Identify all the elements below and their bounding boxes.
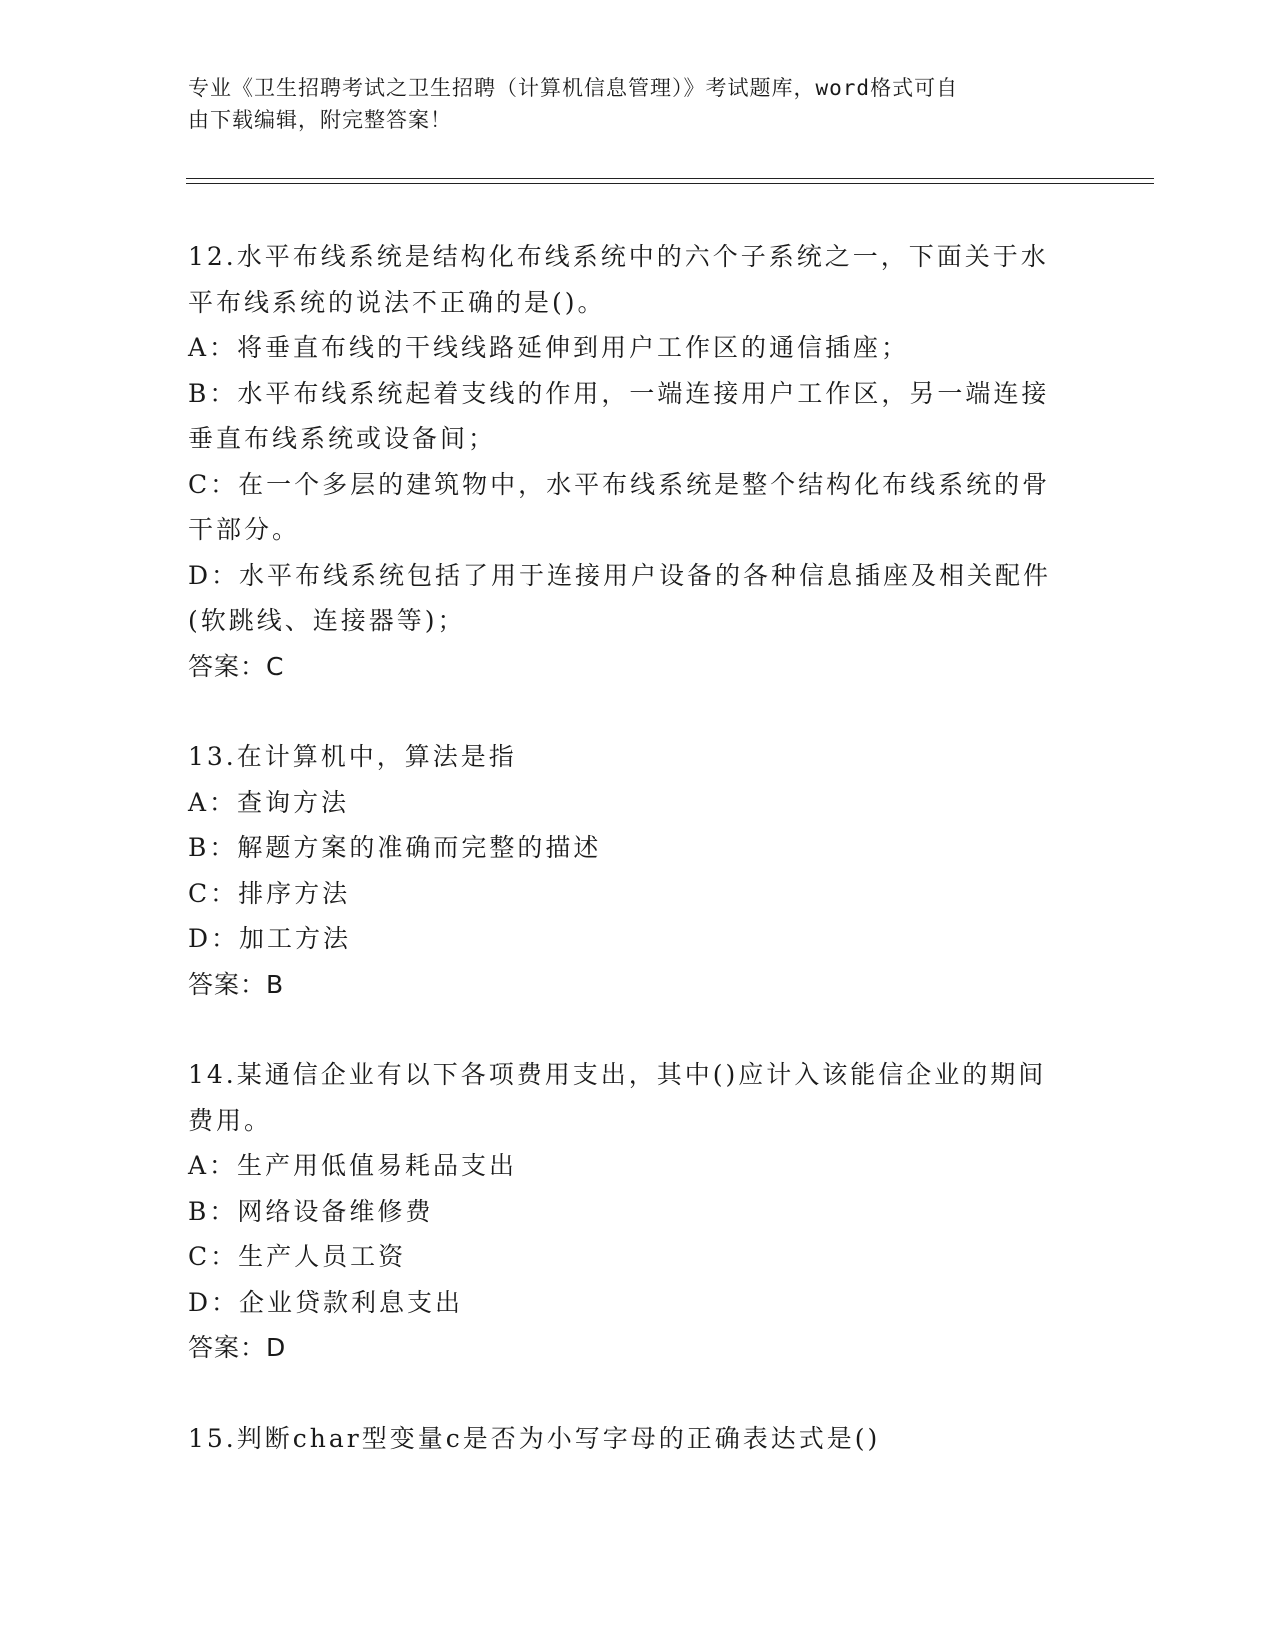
option-line: A：生产用低值易耗品支出: [188, 1151, 518, 1180]
question-block: [188, 234, 1088, 689]
question-stem-line: 费用。: [188, 1105, 273, 1135]
option-line: B：网络设备维修费: [188, 1196, 434, 1226]
option-line: D：企业贷款利息支出: [188, 1287, 464, 1317]
option-line: 垂直布线系统或设备间；: [188, 424, 497, 453]
question-stem-line: 12.水平布线系统是结构化布线系统中的六个子系统之一，下面关于水: [188, 242, 1049, 271]
question-stem-line: 14.某通信企业有以下各项费用支出，其中()应计入该能信企业的期间: [188, 1060, 1047, 1089]
question-block: [188, 1416, 1088, 1462]
answer-line: 答案：B: [188, 969, 285, 999]
document-header: [188, 72, 1068, 136]
option-line: 干部分。: [188, 515, 301, 544]
option-line: C：在一个多层的建筑物中，水平布线系统是整个结构化布线系统的骨: [188, 469, 1051, 499]
option-line: C：排序方法: [188, 878, 351, 908]
question-stem-line: 平布线系统的说法不正确的是()。: [188, 287, 606, 317]
option-line: D：加工方法: [188, 924, 352, 953]
question-stem-line: 15.判断char型变量c是否为小写字母的正确表达式是(): [188, 1423, 881, 1453]
question-block: [188, 1052, 1088, 1371]
option-line: B：水平布线系统起着支线的作用，一端连接用户工作区，另一端连接: [188, 378, 1050, 408]
option-line: D：水平布线系统包括了用于连接用户设备的各种信息插座及相关配件: [188, 560, 1052, 590]
header-line-2: 由下载编辑，附完整答案！: [188, 108, 452, 132]
option-line: C：生产人员工资: [188, 1242, 407, 1271]
answer-line: 答案：D: [188, 1333, 287, 1362]
header-line-1: 专业《卫生招聘考试之卫生招聘（计算机信息管理）》考试题库，word格式可自: [188, 76, 959, 100]
header-divider-top: [186, 178, 1154, 179]
option-line: B：解题方案的准确而完整的描述: [188, 833, 602, 862]
answer-line: 答案：C: [188, 651, 285, 681]
option-line: A：将垂直布线的干线线路延伸到用户工作区的通信插座；: [188, 333, 910, 362]
question-block: [188, 734, 1088, 1007]
question-list: [188, 234, 1088, 1506]
option-line: A：查询方法: [188, 787, 350, 817]
header-divider-bottom: [186, 183, 1154, 184]
option-line: (软跳线、连接器等)；: [188, 606, 466, 635]
question-stem-line: 13.在计算机中，算法是指: [188, 742, 517, 771]
